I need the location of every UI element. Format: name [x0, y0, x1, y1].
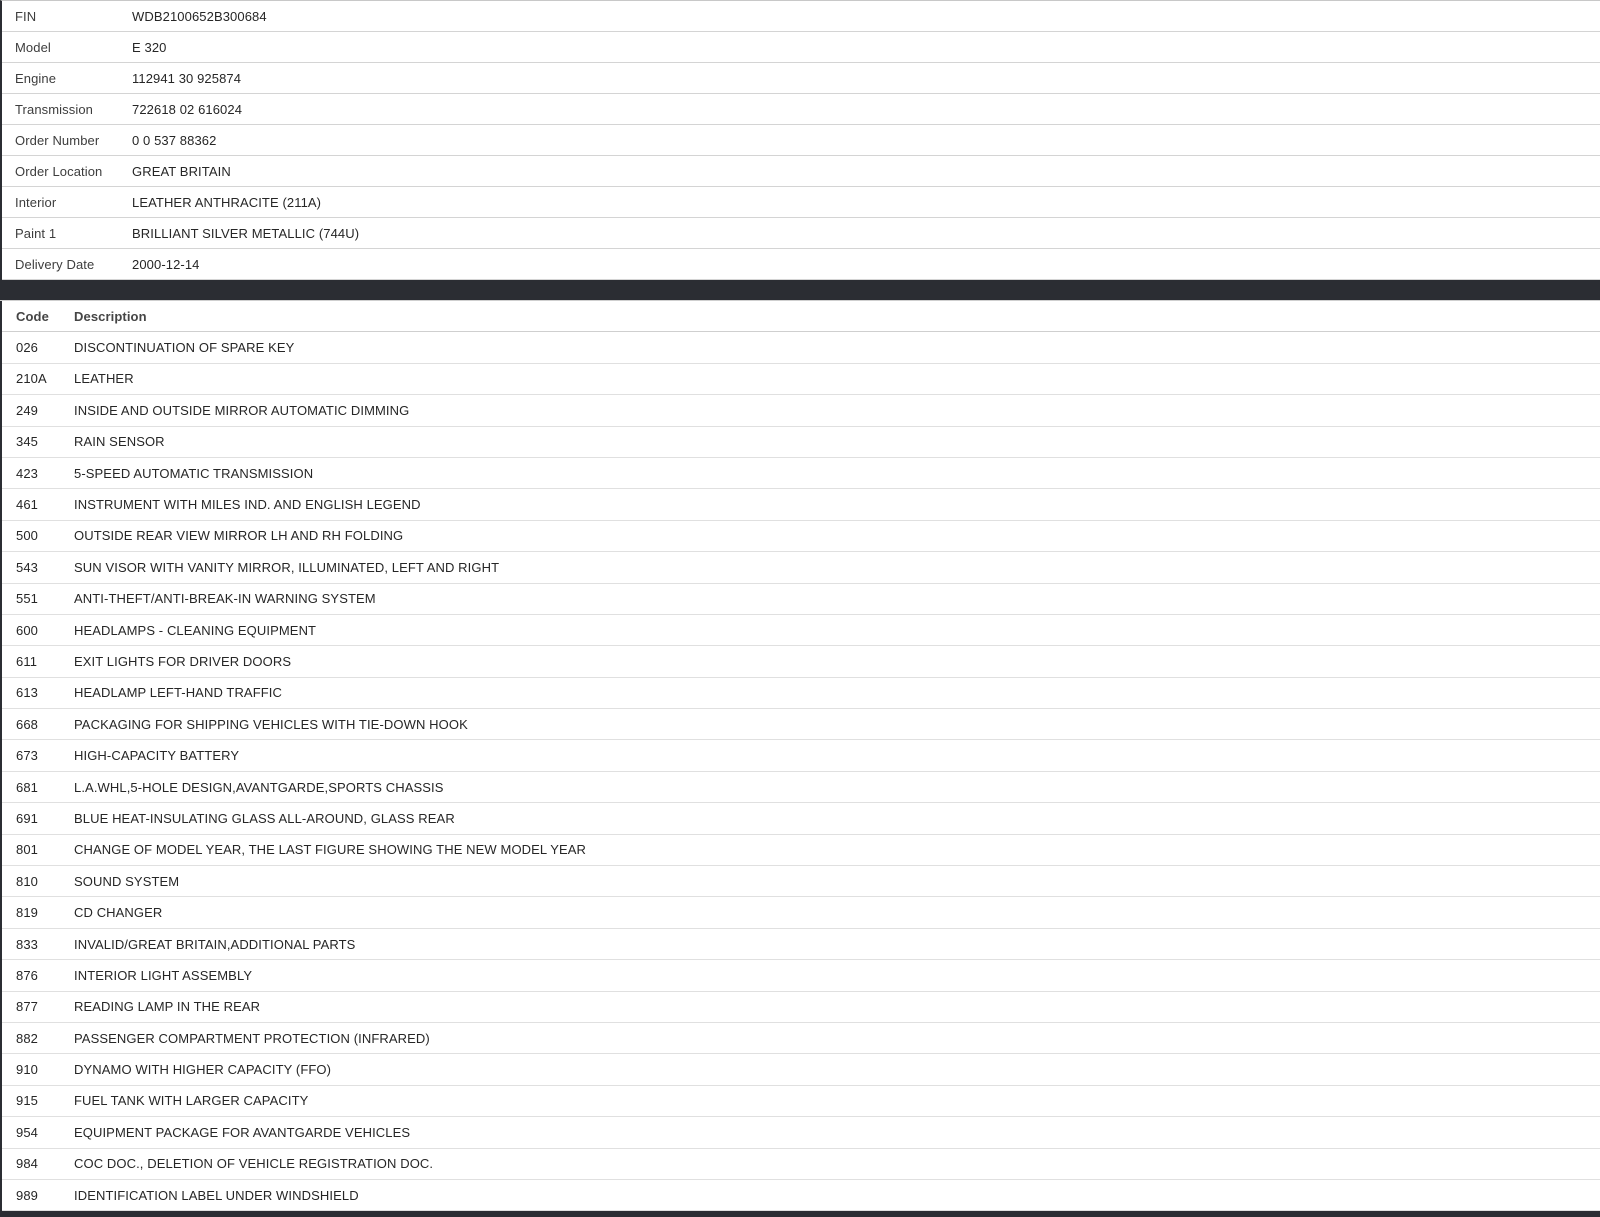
- code-table-row: [2, 709, 1600, 740]
- vehicle-info-row: [2, 94, 1600, 125]
- code-cell: 551: [16, 591, 38, 607]
- description-cell: 5-SPEED AUTOMATIC TRANSMISSION: [74, 465, 314, 481]
- description-cell: HIGH-CAPACITY BATTERY: [74, 748, 240, 764]
- code-cell: 461: [16, 497, 38, 513]
- code-cell: 600: [16, 622, 38, 638]
- code-table-row: [2, 1149, 1600, 1180]
- info-label: Interior: [15, 194, 57, 210]
- info-value: GREAT BRITAIN: [132, 163, 231, 179]
- info-value: WDB2100652B300684: [132, 8, 267, 24]
- code-cell: 668: [16, 716, 38, 732]
- code-cell: 876: [16, 967, 38, 983]
- code-table-row: [2, 489, 1600, 520]
- code-cell: 882: [16, 1030, 38, 1046]
- code-table-row: [2, 1180, 1600, 1211]
- code-cell: 915: [16, 1093, 38, 1109]
- code-table-row: [2, 395, 1600, 426]
- info-label: Paint 1: [15, 225, 57, 241]
- code-table-row: [2, 992, 1600, 1023]
- description-column-header: Description: [74, 308, 147, 324]
- code-cell: 691: [16, 810, 38, 826]
- code-table-row: [2, 1086, 1600, 1117]
- code-cell: 249: [16, 402, 38, 418]
- codes-table-header-row: [2, 301, 1600, 332]
- info-value: 0 0 537 88362: [132, 132, 217, 148]
- code-cell: 819: [16, 905, 38, 921]
- description-cell: RAIN SENSOR: [74, 434, 165, 450]
- info-label: Transmission: [15, 101, 94, 117]
- code-table-row: [2, 1117, 1600, 1148]
- description-cell: EXIT LIGHTS FOR DRIVER DOORS: [74, 653, 292, 669]
- info-value: 722618 02 616024: [132, 101, 243, 117]
- description-cell: SUN VISOR WITH VANITY MIRROR, ILLUMINATED, LEFT AND RIGHT: [74, 559, 500, 575]
- description-cell: COC DOC., DELETION OF VEHICLE REGISTRATION DOC.: [74, 1156, 434, 1172]
- code-table-row: [2, 552, 1600, 583]
- codes-table-body: [2, 332, 1600, 1211]
- info-label: FIN: [15, 8, 37, 24]
- code-table-row: [2, 364, 1600, 395]
- code-cell: 877: [16, 999, 38, 1015]
- description-cell: PACKAGING FOR SHIPPING VEHICLES WITH TIE-DOWN HOOK: [74, 716, 468, 732]
- code-cell: 423: [16, 465, 38, 481]
- code-table-row: [2, 1023, 1600, 1054]
- code-cell: 611: [16, 653, 38, 669]
- description-cell: BLUE HEAT-INSULATING GLASS ALL-AROUND, GLASS REAR: [74, 810, 455, 826]
- code-table-row: [2, 1054, 1600, 1085]
- option-codes-table: [0, 301, 1600, 1211]
- code-table-row: [2, 678, 1600, 709]
- description-cell: HEADLAMP LEFT-HAND TRAFFIC: [74, 685, 282, 701]
- vehicle-info-row: [2, 249, 1600, 280]
- info-label: Model: [15, 39, 51, 55]
- vehicle-info-table: [0, 0, 1600, 280]
- code-table-row: [2, 332, 1600, 363]
- info-value: LEATHER ANTHRACITE (211A): [132, 194, 322, 210]
- description-cell: OUTSIDE REAR VIEW MIRROR LH AND RH FOLDING: [74, 528, 404, 544]
- code-cell: 673: [16, 748, 38, 764]
- code-table-row: [2, 646, 1600, 677]
- code-cell: 910: [16, 1062, 38, 1078]
- code-table-row: [2, 427, 1600, 458]
- description-cell: INSIDE AND OUTSIDE MIRROR AUTOMATIC DIMMING: [74, 402, 410, 418]
- code-cell: 833: [16, 936, 38, 952]
- description-cell: ANTI-THEFT/ANTI-BREAK-IN WARNING SYSTEM: [74, 591, 376, 607]
- code-cell: 500: [16, 528, 38, 544]
- description-cell: FUEL TANK WITH LARGER CAPACITY: [74, 1093, 309, 1109]
- info-label: Engine: [15, 70, 57, 86]
- description-cell: DYNAMO WITH HIGHER CAPACITY (FFO): [74, 1062, 332, 1078]
- info-value: 112941 30 925874: [132, 70, 242, 86]
- code-cell: 345: [16, 434, 38, 450]
- description-cell: CHANGE OF MODEL YEAR, THE LAST FIGURE SHOWING THE NEW MODEL YEAR: [74, 842, 587, 858]
- vehicle-info-row: [2, 156, 1600, 187]
- code-cell: 210A: [16, 371, 47, 387]
- code-table-row: [2, 772, 1600, 803]
- description-cell: EQUIPMENT PACKAGE FOR AVANTGARDE VEHICLES: [74, 1124, 411, 1140]
- code-cell: 026: [16, 340, 38, 356]
- description-cell: INVALID/GREAT BRITAIN,ADDITIONAL PARTS: [74, 936, 356, 952]
- code-table-row: [2, 897, 1600, 928]
- vehicle-info-row: [2, 32, 1600, 63]
- bottom-border-bar: [0, 1211, 1600, 1217]
- code-table-row: [2, 740, 1600, 771]
- code-cell: 984: [16, 1156, 38, 1172]
- description-cell: LEATHER: [74, 371, 134, 387]
- description-cell: INTERIOR LIGHT ASSEMBLY: [74, 967, 253, 983]
- description-cell: IDENTIFICATION LABEL UNDER WINDSHIELD: [74, 1187, 359, 1203]
- code-cell: 989: [16, 1187, 38, 1203]
- info-label: Order Number: [15, 132, 100, 148]
- code-cell: 810: [16, 873, 38, 889]
- info-value: BRILLIANT SILVER METALLIC (744U): [132, 225, 360, 241]
- code-table-row: [2, 929, 1600, 960]
- code-table-row: [2, 803, 1600, 834]
- code-table-row: [2, 835, 1600, 866]
- description-cell: PASSENGER COMPARTMENT PROTECTION (INFRARED): [74, 1030, 430, 1046]
- info-label: Delivery Date: [15, 256, 95, 272]
- section-divider-bar: [0, 280, 1600, 301]
- info-value: E 320: [132, 39, 167, 55]
- code-cell: 801: [16, 842, 38, 858]
- vehicle-info-row: [2, 187, 1600, 218]
- description-cell: DISCONTINUATION OF SPARE KEY: [74, 340, 295, 356]
- vehicle-info-row: [2, 218, 1600, 249]
- code-table-row: [2, 866, 1600, 897]
- vehicle-info-row: [2, 63, 1600, 94]
- code-table-row: [2, 458, 1600, 489]
- info-label: Order Location: [15, 163, 103, 179]
- code-cell: 954: [16, 1124, 38, 1140]
- description-cell: SOUND SYSTEM: [74, 873, 180, 889]
- description-cell: CD CHANGER: [74, 905, 163, 921]
- code-cell: 613: [16, 685, 38, 701]
- code-table-row: [2, 960, 1600, 991]
- description-cell: INSTRUMENT WITH MILES IND. AND ENGLISH LEGEND: [74, 497, 421, 513]
- code-cell: 543: [16, 559, 38, 575]
- vehicle-info-row: [2, 1, 1600, 32]
- vehicle-info-row: [2, 125, 1600, 156]
- description-cell: READING LAMP IN THE REAR: [74, 999, 261, 1015]
- code-table-row: [2, 615, 1600, 646]
- info-value: 2000-12-14: [132, 256, 200, 272]
- code-table-row: [2, 584, 1600, 615]
- code-column-header: Code: [16, 308, 49, 324]
- description-cell: L.A.WHL,5-HOLE DESIGN,AVANTGARDE,SPORTS CHASSIS: [74, 779, 444, 795]
- description-cell: HEADLAMPS - CLEANING EQUIPMENT: [74, 622, 317, 638]
- code-cell: 681: [16, 779, 38, 795]
- code-table-row: [2, 521, 1600, 552]
